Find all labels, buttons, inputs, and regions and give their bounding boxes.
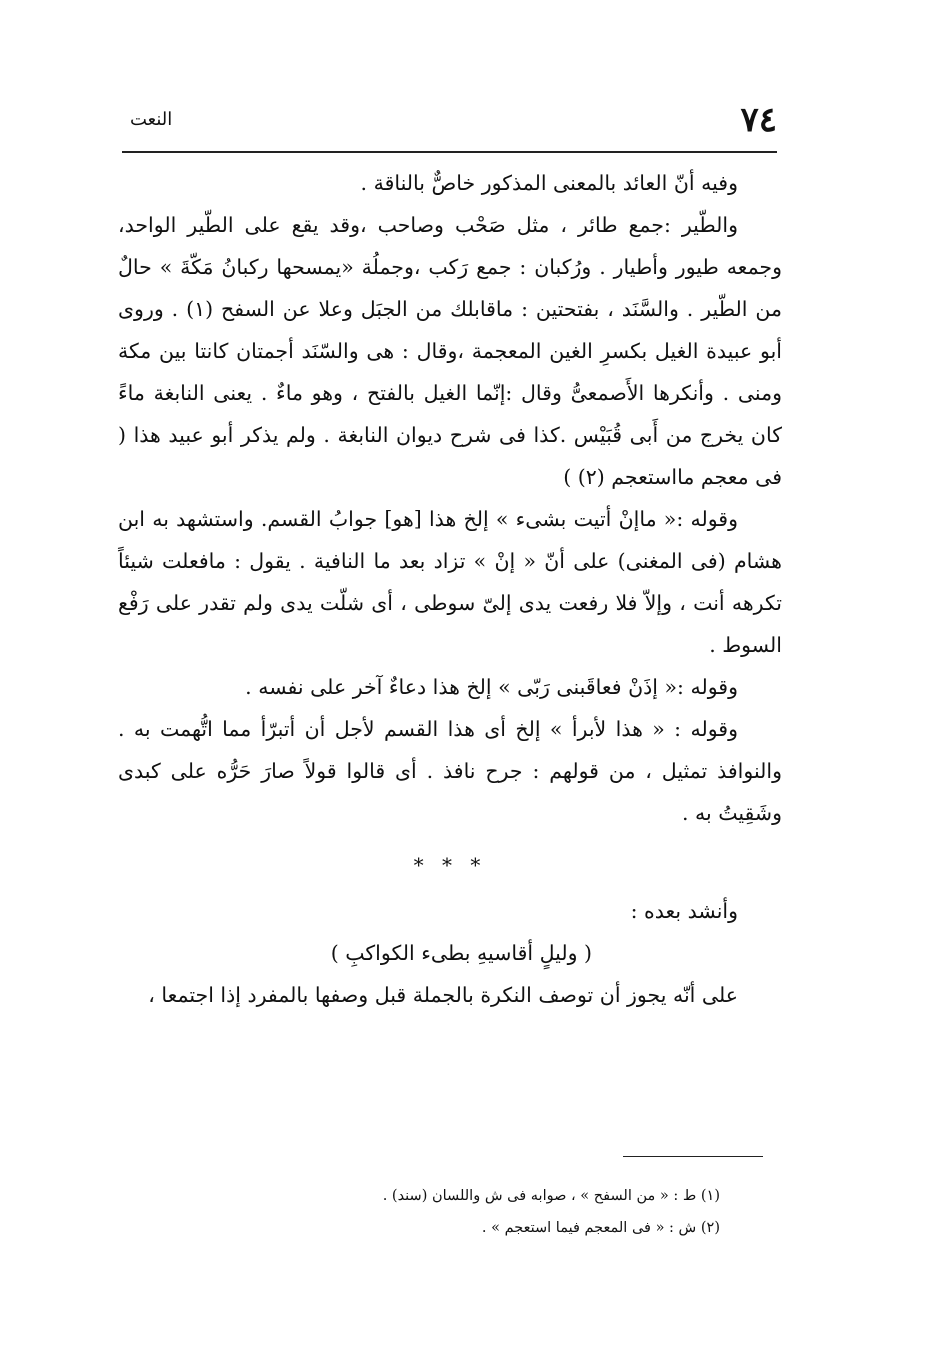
chapter-title: النعت <box>130 109 173 130</box>
footnote-1: (١) ط : « من السفح » ، صوابه فى ش واللسان (سند) . <box>382 1188 720 1204</box>
paragraph-1: وفيه أنّ العائد بالمعنى المذكور خاصٌّ بالناقة . <box>360 171 738 195</box>
paragraph-2: والطّير :جمع طائر ، مثل صَحْب وصاحب ،وقد يقع على الطّير الواحد، وجمعه طيور وأطيار . ورُكبان : جمع رَكب ،وجملُة «يمسحها ركبانُ مَكّةَ » حالٌ من الطّير . والسَّنَد ، بفتحتين : ماقابلك من الجبَل وعلا عن السفح (١) . وروى أبو عبيدة الغيل بكسرِ الغين المعجمة ،وقال : هى والسّنَد أجمتان كانتا بين مكة ومنى . وأنكرها الأَصمعىُّ وقال :إنّما الغيل بالفتح ، وهو ماءٌ . يعنى النابغة ماءً كان يخرج من أَبى قُبَيْس .كذا فى شرح ديوان النابغة . ولم يذكر أبو عبيد هذا ( فى معجم مااستعجم (٢) ) <box>118 213 782 489</box>
paragraph-5: وقوله : « هذا لأبرأ » إلخ أى هذا القسم لأجل أن أتبرّأ مما اتُّهمت به . والنوافذ تمثيل ، من قولهم : جرح نافذ . أى قالوا قولاً صارَ حَرُّه على كبدى وشَقِيتُ به . <box>118 717 782 825</box>
running-head <box>122 100 777 140</box>
footnote-2: (٢) ش : « فى المعجم فيما استعجم » . <box>481 1220 720 1236</box>
verse-line: ( وليلٍ أقاسيهِ بطىء الكواكبِ ) <box>330 941 592 965</box>
header-rule <box>122 151 777 153</box>
main-text <box>118 162 782 1016</box>
section-separator: * * * <box>413 853 487 877</box>
footnote-rule <box>623 1156 763 1157</box>
page-number: ٧٤ <box>740 100 777 140</box>
paragraph-7: على أنّه يجوز أن توصف النكرة بالجملة قبل وصفها بالمفرد إذا اجتمعا ، <box>148 983 738 1007</box>
footnotes <box>300 1180 720 1244</box>
paragraph-6: وأنشد بعده : <box>630 899 738 923</box>
paragraph-4: وقوله :« إذَنْ فعاقَبنى رَبّى » إلخ هذا دعاءٌ آخر على نفسه . <box>245 675 738 699</box>
paragraph-3: وقوله :« ماإنْ أتيت بشىء » إلخ هذا [هو] جوابُ القسم. واستشهد به ابن هشام (فى المغنى) على أنّ « إنْ » تزاد بعد ما النافية . يقول : مافعلت شيئاً تكرهه أنت ، وإلاّ فلا رفعت يدى إلىّ سوطى ، أى شلّت يدى ولم تقدر على رَفْع السوط . <box>118 507 782 657</box>
